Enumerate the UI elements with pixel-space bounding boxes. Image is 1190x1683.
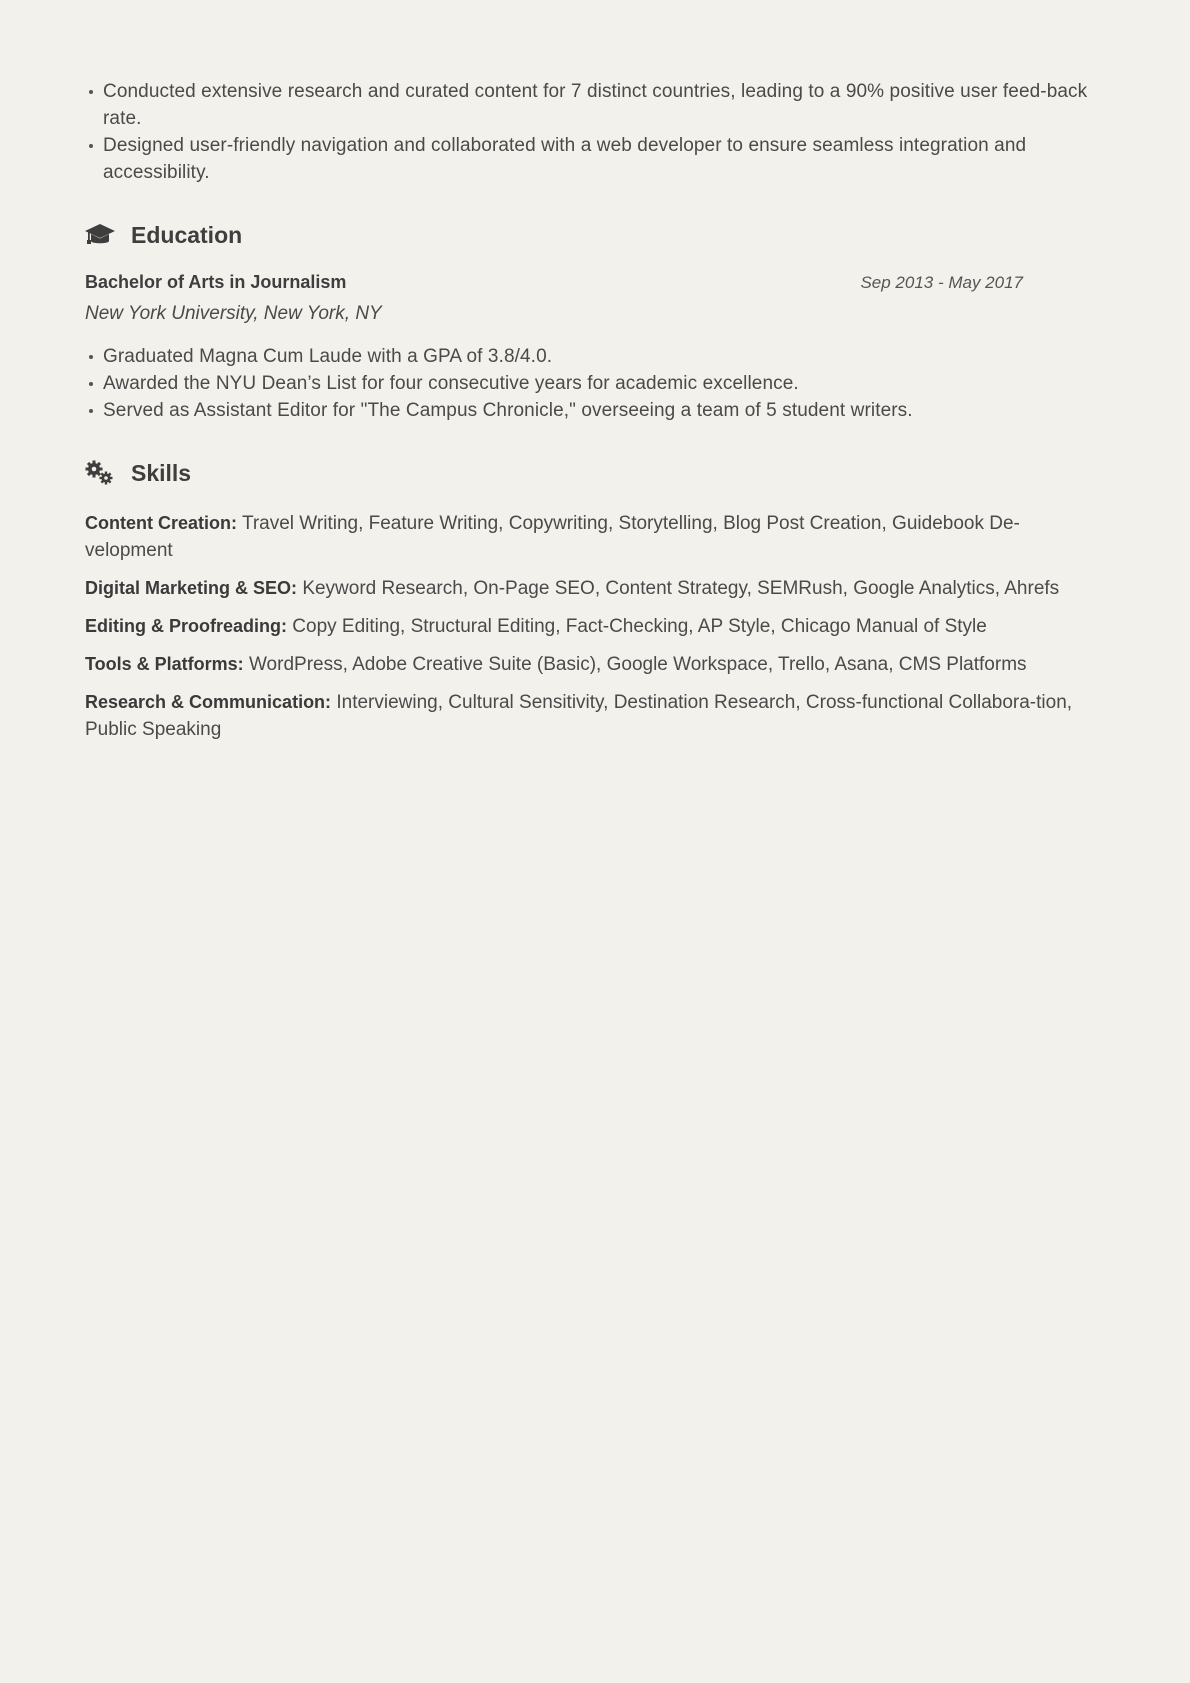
skill-values: WordPress, Adobe Creative Suite (Basic), Google Workspace, Trello, Asana, CMS Platforms [248,654,1027,675]
education-entry-header [85,272,1023,293]
gears-icon [85,459,117,487]
skill-values: Travel Writing, Feature Writing, Copywriting, Storytelling, Blog Post Creation, Guidebook De-velopment [85,513,1020,561]
skills-heading: Skills [131,459,192,486]
skill-row [85,689,1105,743]
skill-row [85,651,1105,678]
skill-category-label: Tools & Platforms: [85,654,244,674]
education-heading: Education [131,221,243,248]
skill-category-label: Editing & Proofreading: [85,616,287,636]
experience-bullet-list [85,78,1105,186]
education-bullet-list [85,343,1105,424]
skill-row [85,575,1105,602]
skill-values: Keyword Research, On-Page SEO, Content Strategy, SEMRush, Google Analytics, Ahrefs [302,578,1060,599]
education-bullet: Awarded the NYU Dean’s List for four consecutive years for academic excellence. [103,370,1105,397]
degree-title: Bachelor of Arts in Journalism [85,272,347,292]
experience-bullet: Designed user-friendly navigation and collaborated with a web developer to ensure seamless integration and accessibility. [103,132,1105,186]
skill-category-label: Content Creation: [85,513,237,533]
education-dates: Sep 2013 - May 2017 [860,273,1023,292]
skill-row [85,613,1105,640]
resume-page [0,0,1190,743]
education-bullet: Graduated Magna Cum Laude with a GPA of 3.8/4.0. [103,343,1105,370]
skill-category-label: Digital Marketing & SEO: [85,578,298,598]
school-name: New York University, New York, NY [85,303,382,324]
skill-values: Interviewing, Cultural Sensitivity, Destination Research, Cross-functional Collabora-tion, Public Speaking [85,692,1073,740]
skill-category-label: Research & Communication: [85,692,332,712]
skills-section-heading [85,458,1105,488]
skill-values: Copy Editing, Structural Editing, Fact-Checking, AP Style, Chicago Manual of Style [292,616,987,637]
graduation-cap-icon [85,221,117,249]
education-section-heading [85,220,1105,250]
experience-bullet: Conducted extensive research and curated content for 7 distinct countries, leading to a 90% positive user feed-back rate. [103,78,1105,132]
education-bullet: Served as Assistant Editor for "The Campus Chronicle," overseeing a team of 5 student writers. [103,397,1105,424]
skill-row [85,510,1105,564]
